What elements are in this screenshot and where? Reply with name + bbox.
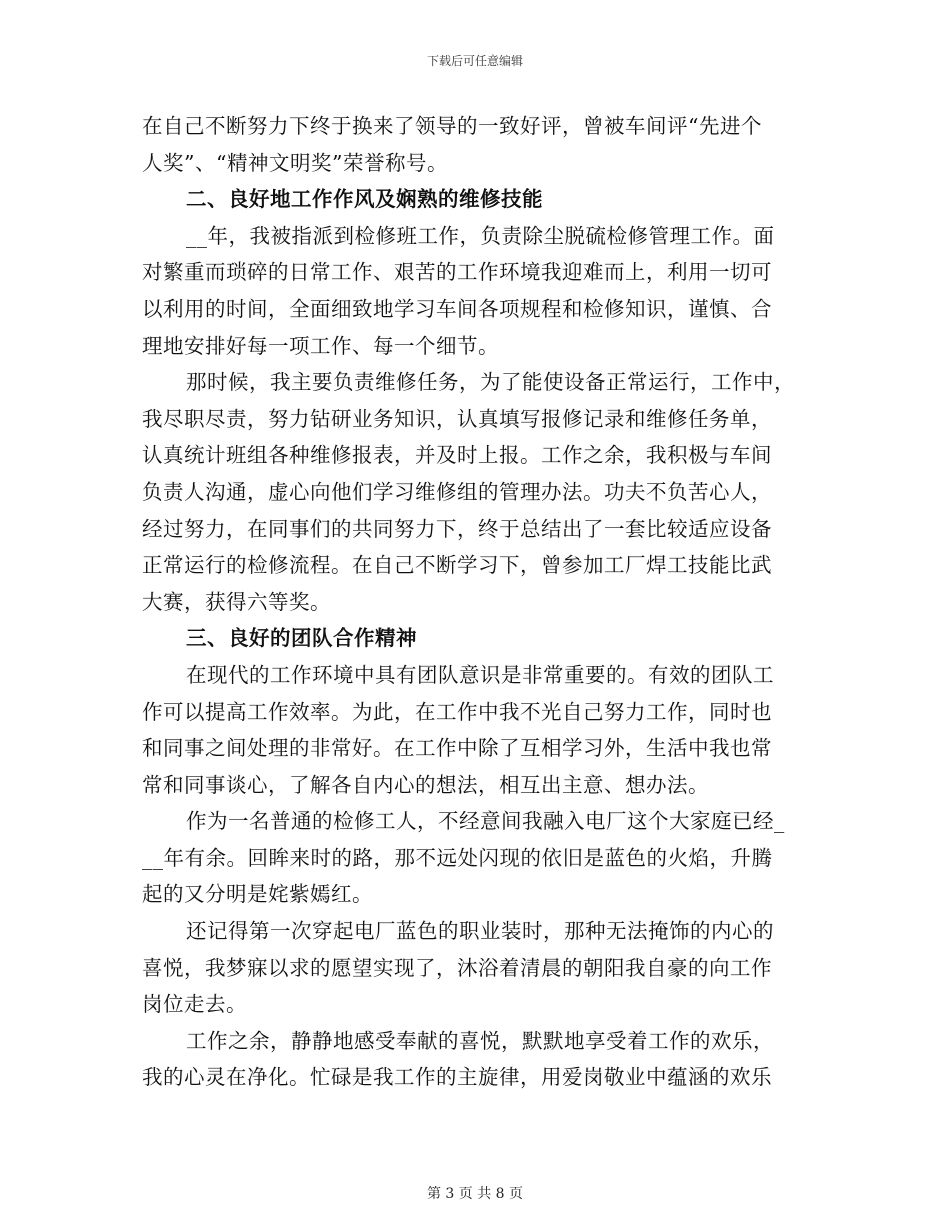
text-line: 负责人沟通，虚心向他们学习维修组的管理办法。功夫不负苦心人， [142, 479, 772, 504]
text-line: 工作之余，静静地感受奉献的喜悦，默默地享受着工作的欢乐， [186, 1028, 774, 1053]
page-number: 第 3 页 共 8 页 [426, 1186, 524, 1202]
text-line: 起的又分明是姹紫嫣红。 [142, 882, 373, 907]
text-line: 还记得第一次穿起电厂蓝色的职业装时，那种无法掩饰的内心的 [186, 919, 774, 944]
text-line: 认真统计班组各种维修报表，并及时上报。工作之余，我积极与车间 [142, 443, 772, 468]
text-line: 理地安排好每一项工作、每一个细节。 [142, 333, 499, 358]
text-line: 我的心灵在净化。忙碌是我工作的主旋律，用爱岗敬业中蕴涵的欢乐 [142, 1065, 772, 1090]
text-line: 人奖”、“精神文明奖”荣誉称号。 [142, 150, 448, 175]
text-line: 岗位走去。 [142, 992, 247, 1017]
text-line: 常和同事谈心，了解各自内心的想法，相互出主意、想办法。 [142, 772, 709, 797]
text-line: 经过努力，在同事们的共同努力下，终于总结出了一套比较适应设备 [142, 516, 772, 541]
document-body [142, 108, 810, 1096]
text-line: 那时候，我主要负责维修任务，为了能使设备正常运行，工作中， [186, 370, 795, 395]
text-line: 对繁重而琐碎的日常工作、艰苦的工作环境我迎难而上，利用一切可 [142, 260, 772, 285]
text-line: 喜悦，我梦寐以求的愿望实现了，沐浴着清晨的朝阳我自豪的向工作 [142, 955, 772, 980]
text-line: 作可以提高工作效率。为此，在工作中我不光自己努力工作，同时也 [142, 699, 772, 724]
text-line: __年，我被指派到检修班工作，负责除尘脱硫检修管理工作。面 [186, 223, 775, 248]
text-line: 在自己不断努力下终于换来了领导的一致好评，曾被车间评“先进个 [142, 114, 762, 138]
text-line: __年有余。回眸来时的路，那不远处闪现的依旧是蓝色的火焰，升腾 [142, 845, 773, 870]
text-line: 大赛，获得六等奖。 [142, 589, 331, 614]
text-line: 以利用的时间，全面细致地学习车间各项规程和检修知识，谨慎、合 [142, 296, 772, 321]
text-line: 作为一名普通的检修工人，不经意间我融入电厂这个大家庭已经_ [186, 809, 785, 834]
section-heading: 二、良好地工作作风及娴熟的维修技能 [186, 187, 543, 212]
text-line: 正常运行的检修流程。在自己不断学习下，曾参加工厂焊工技能比武 [142, 553, 772, 578]
text-line: 和同事之间处理的非常好。在工作中除了互相学习外，生活中我也常 [142, 736, 772, 761]
section-heading: 三、良好的团队合作精神 [186, 626, 417, 651]
text-line: 在现代的工作环境中具有团队意识是非常重要的。有效的团队工 [186, 662, 774, 687]
page-header: 下载后可任意编辑 [426, 54, 523, 68]
text-line: 我尽职尽责，努力钻研业务知识，认真填写报修记录和维修任务单， [142, 406, 772, 431]
